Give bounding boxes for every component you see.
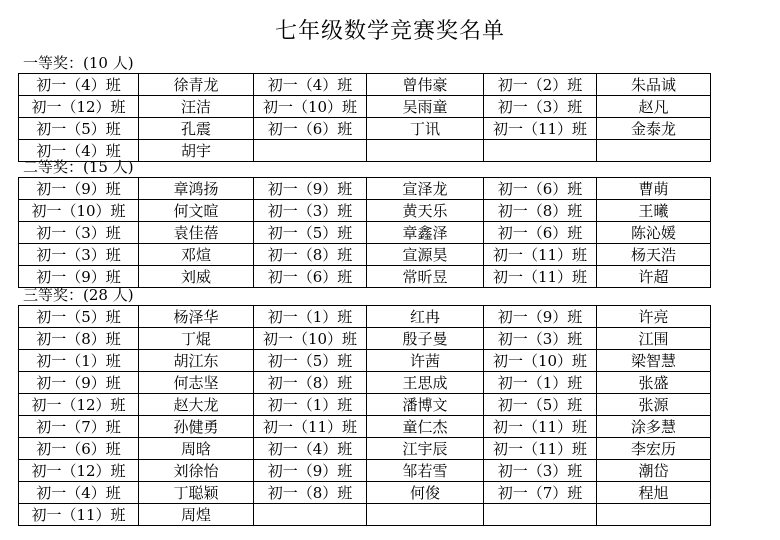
student-name-cell: 陈沁媛 (597, 222, 711, 244)
student-name-cell: 丁聪颖 (139, 482, 254, 504)
student-name-cell: 邹若雪 (367, 460, 484, 482)
class-cell: 初一（6）班 (19, 438, 139, 460)
student-name-cell: 曹萌 (597, 178, 711, 200)
table-row (19, 328, 711, 350)
class-cell: 初一（5）班 (254, 222, 367, 244)
student-name-cell: 张源 (597, 394, 711, 416)
class-cell: 初一（3）班 (19, 222, 139, 244)
student-name-cell: 何俊 (367, 482, 484, 504)
class-cell: 初一（6）班 (254, 266, 367, 288)
student-name-cell: 江围 (597, 328, 711, 350)
student-name-cell: 孙健勇 (139, 416, 254, 438)
student-name-cell (597, 504, 711, 526)
student-name-cell: 殷子曼 (367, 328, 484, 350)
class-cell: 初一（10）班 (254, 96, 367, 118)
class-cell: 初一（9）班 (19, 178, 139, 200)
student-name-cell: 何志坚 (139, 372, 254, 394)
student-name-cell: 何文暄 (139, 200, 254, 222)
student-name-cell: 江宇辰 (367, 438, 484, 460)
second-prize-table (18, 177, 711, 288)
class-cell: 初一（1）班 (254, 394, 367, 416)
student-name-cell: 常昕昱 (367, 266, 484, 288)
student-name-cell: 宣泽龙 (367, 178, 484, 200)
table-row (19, 200, 711, 222)
student-name-cell: 许超 (597, 266, 711, 288)
class-cell: 初一（11）班 (254, 416, 367, 438)
third-prize-label: 三等奖：(28 人) (23, 286, 134, 304)
student-name-cell: 章鑫泽 (367, 222, 484, 244)
class-cell: 初一（5）班 (19, 118, 139, 140)
page-title: 七年级数学竞赛奖名单 (274, 19, 505, 44)
student-name-cell: 程旭 (597, 482, 711, 504)
class-cell: 初一（5）班 (484, 394, 597, 416)
class-cell: 初一（7）班 (19, 416, 139, 438)
class-cell: 初一（11）班 (484, 438, 597, 460)
student-name-cell: 张盛 (597, 372, 711, 394)
student-name-cell (597, 140, 711, 162)
class-cell: 初一（4）班 (19, 482, 139, 504)
student-name-cell: 丁焜 (139, 328, 254, 350)
class-cell: 初一（4）班 (254, 74, 367, 96)
class-cell: 初一（3）班 (484, 96, 597, 118)
student-name-cell: 童仁杰 (367, 416, 484, 438)
second-prize-label: 二等奖：(15 人) (23, 158, 134, 176)
table-row (19, 350, 711, 372)
table-row (19, 266, 711, 288)
student-name-cell: 黄天乐 (367, 200, 484, 222)
student-name-cell: 金泰龙 (597, 118, 711, 140)
table-row (19, 96, 711, 118)
class-cell: 初一（6）班 (254, 118, 367, 140)
class-cell: 初一（10）班 (19, 200, 139, 222)
student-name-cell: 许亮 (597, 306, 711, 328)
class-cell: 初一（5）班 (254, 350, 367, 372)
table-row (19, 244, 711, 266)
student-name-cell: 章鸿扬 (139, 178, 254, 200)
class-cell: 初一（9）班 (254, 178, 367, 200)
class-cell: 初一（9）班 (19, 266, 139, 288)
student-name-cell: 袁佳蓓 (139, 222, 254, 244)
student-name-cell: 赵大龙 (139, 394, 254, 416)
student-name-cell: 李宏历 (597, 438, 711, 460)
table-row (19, 222, 711, 244)
table-row (19, 394, 711, 416)
student-name-cell: 胡江东 (139, 350, 254, 372)
student-name-cell: 丁讯 (367, 118, 484, 140)
class-cell: 初一（12）班 (19, 96, 139, 118)
class-cell: 初一（3）班 (19, 244, 139, 266)
student-name-cell: 梁智慧 (597, 350, 711, 372)
class-cell: 初一（1）班 (19, 350, 139, 372)
class-cell: 初一（6）班 (484, 222, 597, 244)
student-name-cell: 赵凡 (597, 96, 711, 118)
first-prize-label: 一等奖：(10 人) (23, 54, 134, 72)
class-cell: 初一（8）班 (254, 372, 367, 394)
class-cell: 初一（11）班 (484, 416, 597, 438)
student-name-cell: 王思成 (367, 372, 484, 394)
class-cell: 初一（6）班 (484, 178, 597, 200)
student-name-cell: 王曦 (597, 200, 711, 222)
table-row (19, 460, 711, 482)
class-cell: 初一（3）班 (484, 328, 597, 350)
student-name-cell: 刘威 (139, 266, 254, 288)
class-cell: 初一（5）班 (19, 306, 139, 328)
student-name-cell: 汪洁 (139, 96, 254, 118)
class-cell: 初一（12）班 (19, 394, 139, 416)
student-name-cell: 潘博文 (367, 394, 484, 416)
table-row (19, 74, 711, 96)
student-name-cell: 徐青龙 (139, 74, 254, 96)
table-row (19, 372, 711, 394)
student-name-cell: 杨天浩 (597, 244, 711, 266)
table-row (19, 416, 711, 438)
class-cell: 初一（3）班 (254, 200, 367, 222)
class-cell: 初一（11）班 (484, 244, 597, 266)
student-name-cell: 周煌 (139, 504, 254, 526)
class-cell: 初一（9）班 (19, 372, 139, 394)
class-cell: 初一（7）班 (484, 482, 597, 504)
student-name-cell: 许茜 (367, 350, 484, 372)
class-cell: 初一（8）班 (254, 482, 367, 504)
student-name-cell: 朱品诚 (597, 74, 711, 96)
student-name-cell: 杨泽华 (139, 306, 254, 328)
first-prize-table (18, 73, 711, 162)
table-row (19, 178, 711, 200)
table-row (19, 504, 711, 526)
student-name-cell: 刘徐怡 (139, 460, 254, 482)
table-row (19, 306, 711, 328)
class-cell: 初一（12）班 (19, 460, 139, 482)
student-name-cell: 宣源昊 (367, 244, 484, 266)
class-cell: 初一（2）班 (484, 74, 597, 96)
student-name-cell: 红冉 (367, 306, 484, 328)
class-cell: 初一（4）班 (19, 140, 139, 162)
class-cell (254, 140, 367, 162)
student-name-cell: 潮岱 (597, 460, 711, 482)
table-row (19, 482, 711, 504)
third-prize-table (18, 305, 711, 526)
class-cell: 初一（8）班 (19, 328, 139, 350)
class-cell: 初一（8）班 (484, 200, 597, 222)
class-cell: 初一（11）班 (484, 118, 597, 140)
student-name-cell: 曾伟豪 (367, 74, 484, 96)
student-name-cell: 吴雨童 (367, 96, 484, 118)
student-name-cell (367, 504, 484, 526)
class-cell: 初一（11）班 (19, 504, 139, 526)
class-cell (254, 504, 367, 526)
class-cell: 初一（3）班 (484, 460, 597, 482)
class-cell: 初一（10）班 (254, 328, 367, 350)
class-cell (484, 504, 597, 526)
class-cell: 初一（1）班 (484, 372, 597, 394)
class-cell: 初一（10）班 (484, 350, 597, 372)
class-cell (484, 140, 597, 162)
class-cell: 初一（1）班 (254, 306, 367, 328)
table-row (19, 438, 711, 460)
table-row (19, 118, 711, 140)
student-name-cell (367, 140, 484, 162)
class-cell: 初一（8）班 (254, 244, 367, 266)
class-cell: 初一（4）班 (254, 438, 367, 460)
student-name-cell: 周晗 (139, 438, 254, 460)
class-cell: 初一（9）班 (254, 460, 367, 482)
class-cell: 初一（4）班 (19, 74, 139, 96)
class-cell: 初一（11）班 (484, 266, 597, 288)
class-cell: 初一（9）班 (484, 306, 597, 328)
student-name-cell: 邓煊 (139, 244, 254, 266)
student-name-cell: 胡宇 (139, 140, 254, 162)
student-name-cell: 涂多慧 (597, 416, 711, 438)
student-name-cell: 孔震 (139, 118, 254, 140)
